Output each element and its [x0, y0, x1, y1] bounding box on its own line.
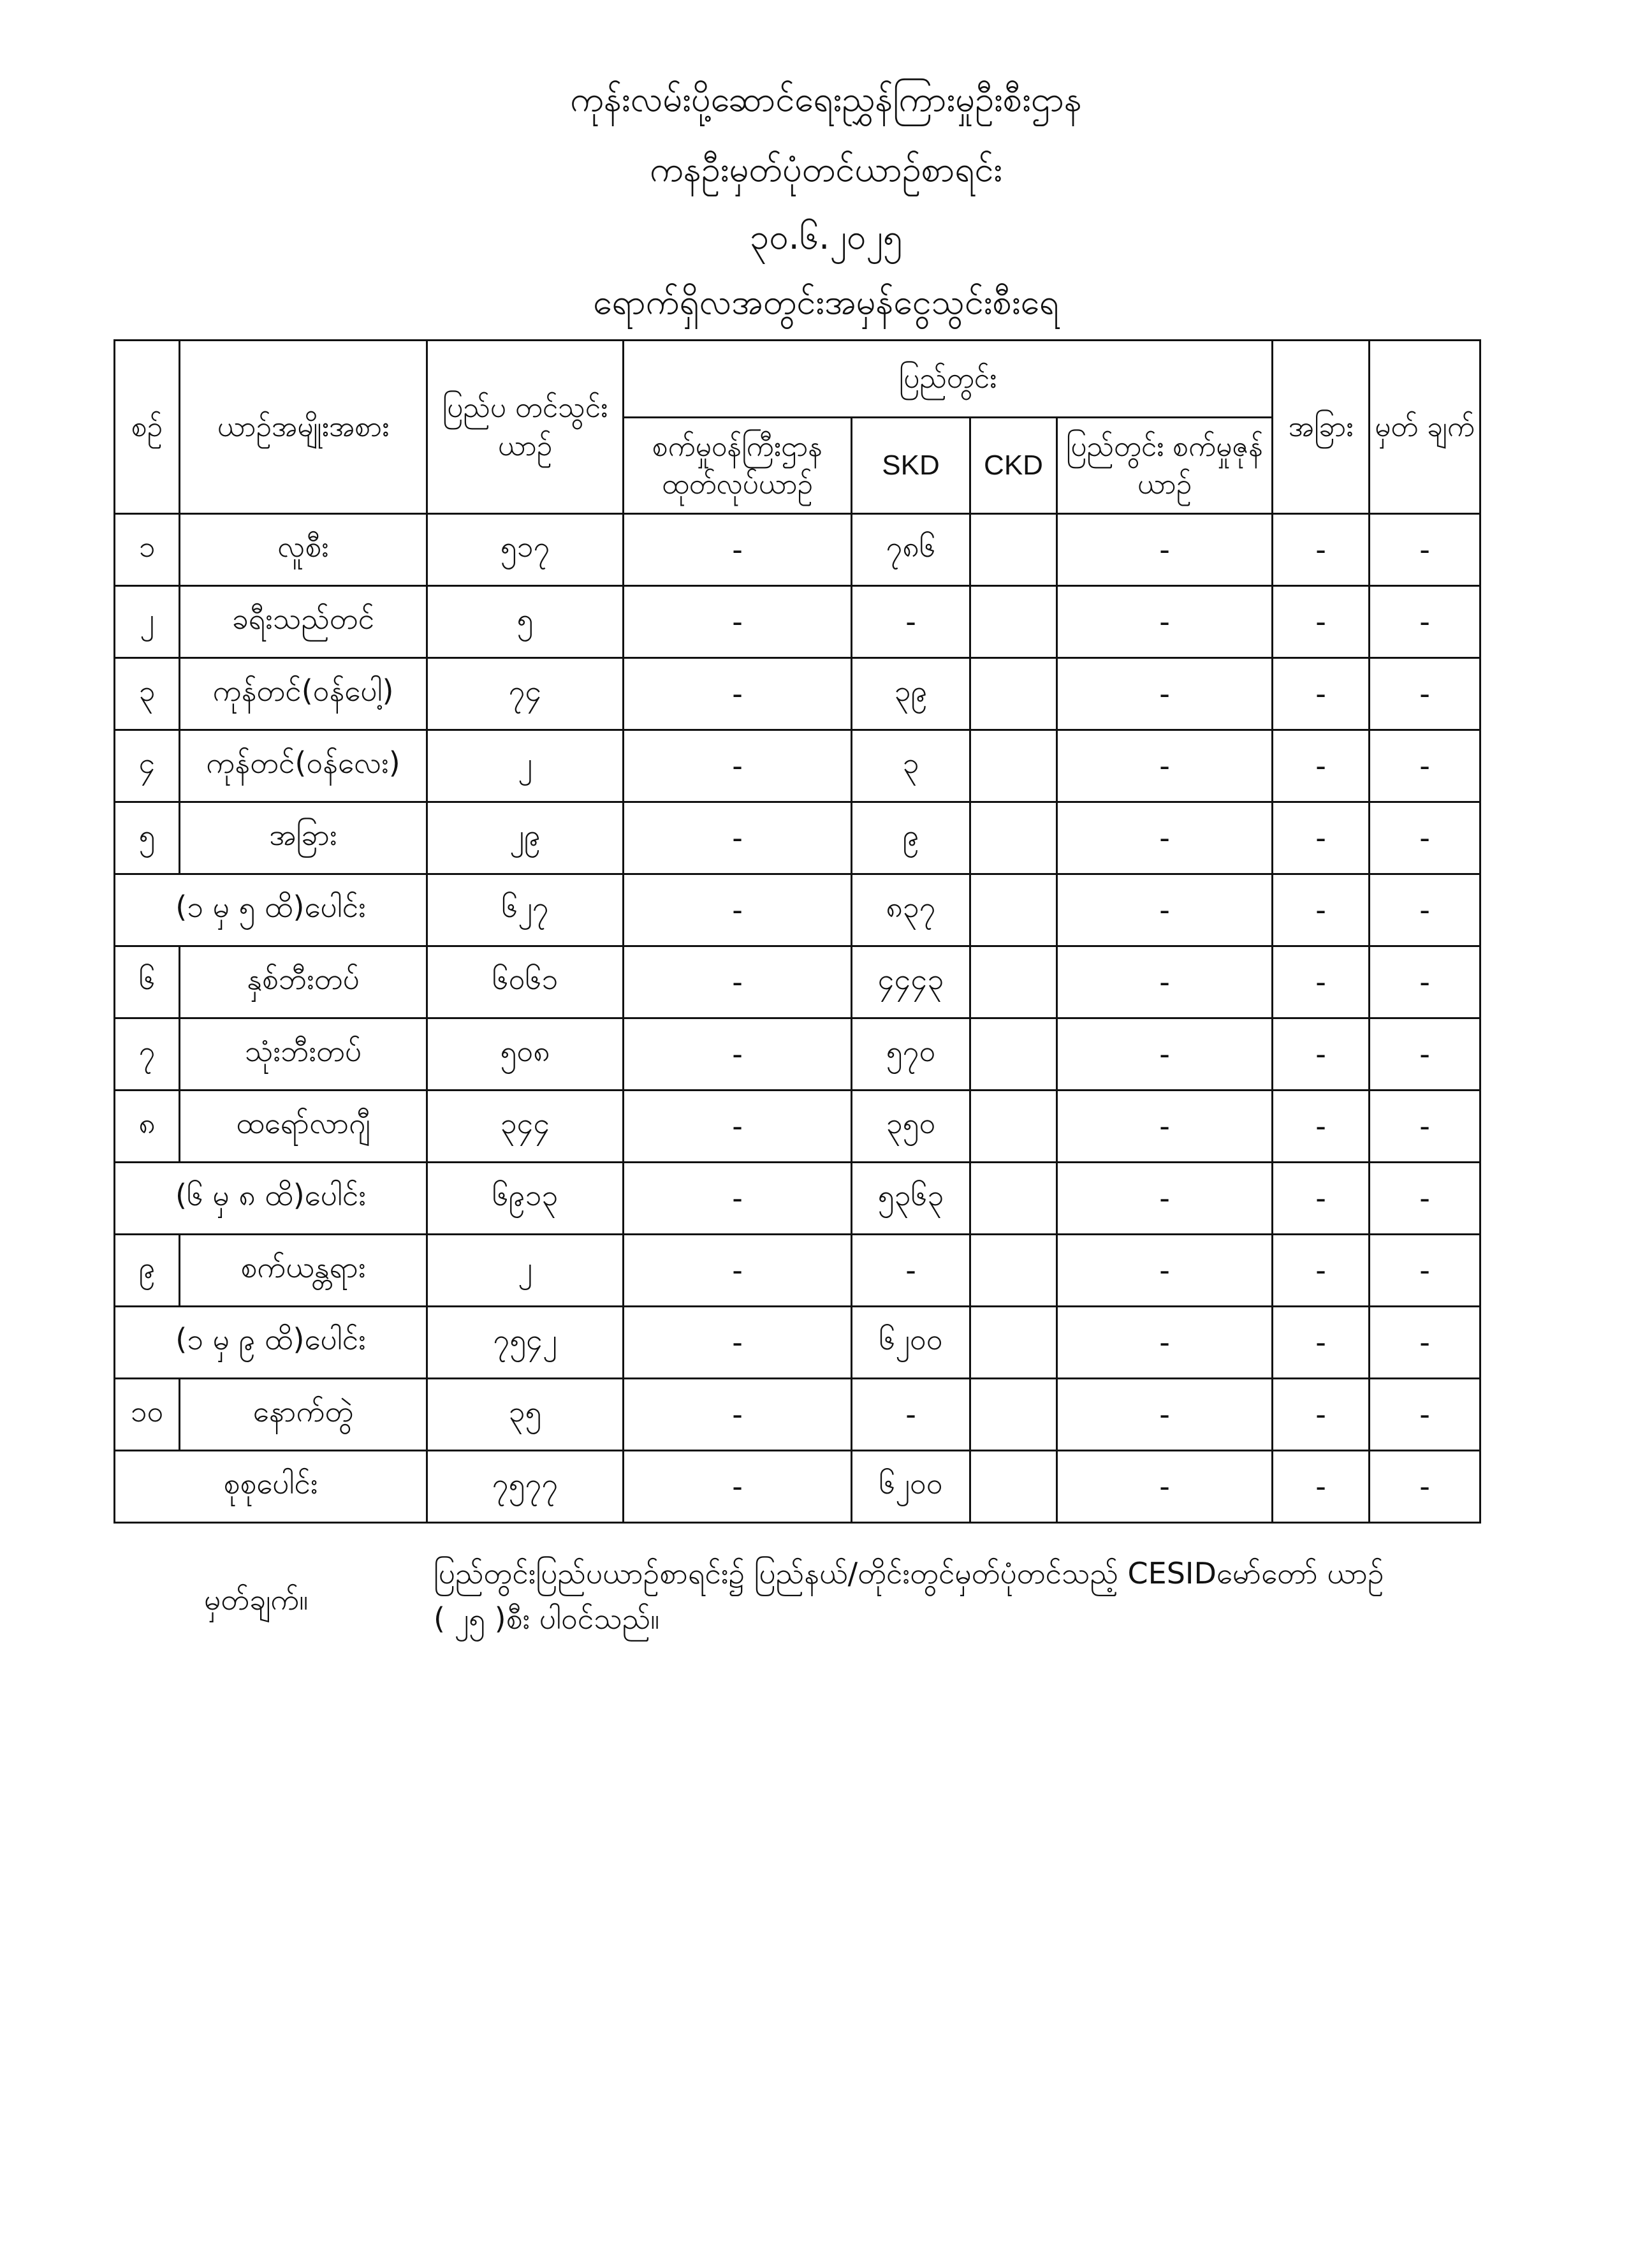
table-row — [115, 1235, 1480, 1307]
other-cell: - — [1273, 514, 1370, 586]
import-cell: ၃၅ — [427, 1379, 624, 1451]
remarks-cell: - — [1370, 586, 1480, 658]
document-subtitle: ရောက်ရှိလအတွင်းအမှန်ငွေသွင်းစီးရေ — [593, 282, 1059, 322]
table-row — [115, 802, 1480, 874]
subtotal-row — [115, 1163, 1480, 1235]
skd-cell: ၅၇၀ — [852, 1018, 970, 1091]
table-row — [115, 730, 1480, 802]
factory-cell: - — [624, 1379, 852, 1451]
subtotal-label: (၁ မှ ၉ ထိ)ပေါင်း — [115, 1307, 427, 1379]
remarks-cell: - — [1370, 1091, 1480, 1163]
header-remarks: မှတ် ချက် — [1370, 341, 1480, 514]
skd-cell: - — [852, 1235, 970, 1307]
row-number: ၅ — [115, 802, 180, 874]
ckd-cell — [970, 802, 1057, 874]
ckd-cell — [970, 1379, 1057, 1451]
zone-cell: - — [1057, 1018, 1273, 1091]
header-skd: SKD — [852, 418, 970, 514]
remarks-cell: - — [1370, 1235, 1480, 1307]
vehicle-type-cell: ခရီးသည်တင် — [180, 586, 427, 658]
other-cell: - — [1273, 946, 1370, 1018]
vehicle-type-cell: အခြား — [180, 802, 427, 874]
factory-cell: - — [624, 586, 852, 658]
vehicle-type-cell: သုံးဘီးတပ် — [180, 1018, 427, 1091]
skd-cell: ၈၃၇ — [852, 874, 970, 946]
factory-cell: - — [624, 802, 852, 874]
import-cell: ၂ — [427, 730, 624, 802]
skd-cell: ၃၅၀ — [852, 1091, 970, 1163]
remarks-cell: - — [1370, 1307, 1480, 1379]
remarks-cell: - — [1370, 1163, 1480, 1235]
vehicle-type-cell: လူစီး — [180, 514, 427, 586]
remarks-cell: - — [1370, 874, 1480, 946]
skd-cell: ၉ — [852, 802, 970, 874]
factory-cell: - — [624, 730, 852, 802]
skd-cell: - — [852, 1379, 970, 1451]
row-number: ၃ — [115, 658, 180, 730]
skd-cell: ၆၂၀၀ — [852, 1307, 970, 1379]
other-cell: - — [1273, 802, 1370, 874]
header-no: စဉ် — [115, 341, 180, 514]
zone-cell: - — [1057, 1091, 1273, 1163]
import-cell: ၅ — [427, 586, 624, 658]
total-factory-cell: - — [624, 1451, 852, 1523]
row-number: ၉ — [115, 1235, 180, 1307]
total-label: စုစုပေါင်း — [115, 1451, 427, 1523]
ckd-cell — [970, 514, 1057, 586]
remarks-cell: - — [1370, 802, 1480, 874]
ckd-cell — [970, 1163, 1057, 1235]
table-row — [115, 946, 1480, 1018]
vehicle-registration-table — [113, 339, 1481, 1524]
other-cell: - — [1273, 1307, 1370, 1379]
zone-cell: - — [1057, 802, 1273, 874]
zone-cell: - — [1057, 586, 1273, 658]
factory-cell: - — [624, 946, 852, 1018]
remarks-cell: - — [1370, 946, 1480, 1018]
header-other: အခြား — [1273, 341, 1370, 514]
ckd-cell — [970, 1018, 1057, 1091]
total-ckd-cell — [970, 1451, 1057, 1523]
subtotal-label: (၆ မှ ၈ ထိ)ပေါင်း — [115, 1163, 427, 1235]
skd-cell: ၇၈၆ — [852, 514, 970, 586]
table-row — [115, 658, 1480, 730]
table-body — [115, 514, 1480, 1523]
remarks-cell: - — [1370, 658, 1480, 730]
total-remarks-cell: - — [1370, 1451, 1480, 1523]
other-cell: - — [1273, 1379, 1370, 1451]
document-title: ကနဦးမှတ်ပုံတင်ယာဉ်စာရင်း — [649, 149, 1003, 189]
ckd-cell — [970, 730, 1057, 802]
subtotal-row — [115, 1307, 1480, 1379]
header-import: ပြည်ပ တင်သွင်းယာဉ် — [427, 341, 624, 514]
total-import-cell: ၇၅၇၇ — [427, 1451, 624, 1523]
vehicle-type-cell: နောက်တွဲ — [180, 1379, 427, 1451]
note-label: မှတ်ချက်။ — [204, 1582, 309, 1617]
document-date: ၃၀.၆.၂၀၂၅ — [749, 217, 903, 257]
other-cell: - — [1273, 1091, 1370, 1163]
total-other-cell: - — [1273, 1451, 1370, 1523]
ckd-cell — [970, 946, 1057, 1018]
zone-cell: - — [1057, 1163, 1273, 1235]
skd-cell: ၄၄၄၃ — [852, 946, 970, 1018]
note-line-2: ( ၂၅ )စီး ပါဝင်သည်။ — [434, 1601, 660, 1636]
import-cell: ၂၉ — [427, 802, 624, 874]
row-number: ၈ — [115, 1091, 180, 1163]
remarks-cell: - — [1370, 730, 1480, 802]
import-cell: ၂ — [427, 1235, 624, 1307]
note-text — [434, 1551, 1479, 1642]
import-cell: ၅၁၇ — [427, 514, 624, 586]
total-skd-cell: ၆၂၀၀ — [852, 1451, 970, 1523]
ckd-cell — [970, 658, 1057, 730]
table-row — [115, 1018, 1480, 1091]
row-number: ၇ — [115, 1018, 180, 1091]
factory-cell: - — [624, 1307, 852, 1379]
zone-cell: - — [1057, 730, 1273, 802]
ckd-cell — [970, 1307, 1057, 1379]
zone-cell: - — [1057, 1379, 1273, 1451]
vehicle-type-cell: ကုန်တင်(ဝန်ပေါ့) — [180, 658, 427, 730]
zone-cell: - — [1057, 946, 1273, 1018]
ckd-cell — [970, 874, 1057, 946]
import-cell: ၆၀၆၁ — [427, 946, 624, 1018]
header-domestic-industry: ပြည်တွင်း စက်မှုဇုန်ယာဉ် — [1057, 418, 1273, 514]
import-cell: ၆၂၇ — [427, 874, 624, 946]
remarks-cell: - — [1370, 1018, 1480, 1091]
factory-cell: - — [624, 1018, 852, 1091]
other-cell: - — [1273, 1163, 1370, 1235]
zone-cell: - — [1057, 514, 1273, 586]
remarks-cell: - — [1370, 1379, 1480, 1451]
table-row — [115, 514, 1480, 586]
total-row — [115, 1451, 1480, 1523]
zone-cell: - — [1057, 1235, 1273, 1307]
row-number: ၂ — [115, 586, 180, 658]
import-cell: ၆၉၁၃ — [427, 1163, 624, 1235]
import-cell: ၃၄၄ — [427, 1091, 624, 1163]
other-cell: - — [1273, 658, 1370, 730]
other-cell: - — [1273, 730, 1370, 802]
vehicle-type-cell: နှစ်ဘီးတပ် — [180, 946, 427, 1018]
header-ckd: CKD — [970, 418, 1057, 514]
header-factory-dept: စက်မှုဝန်ကြီးဌာန ထုတ်လုပ်ယာဉ် — [624, 418, 852, 514]
vehicle-type-cell: စက်ယန္တရား — [180, 1235, 427, 1307]
row-number: ၆ — [115, 946, 180, 1018]
zone-cell: - — [1057, 658, 1273, 730]
import-cell: ၅၀၈ — [427, 1018, 624, 1091]
remarks-cell: - — [1370, 514, 1480, 586]
row-number: ၁၀ — [115, 1379, 180, 1451]
factory-cell: - — [624, 1091, 852, 1163]
row-number: ၁ — [115, 514, 180, 586]
subtotal-label: (၁ မှ ၅ ထိ)ပေါင်း — [115, 874, 427, 946]
other-cell: - — [1273, 586, 1370, 658]
vehicle-type-cell: ကုန်တင်(ဝန်လေး) — [180, 730, 427, 802]
header-domestic: ပြည်တွင်း — [624, 341, 1273, 418]
header-vehicle-type: ယာဉ်အမျိုးအစား — [180, 341, 427, 514]
ckd-cell — [970, 1091, 1057, 1163]
department-title: ကုန်းလမ်းပို့ဆောင်ရေးညွှန်ကြားမှုဦးစီးဌာန — [570, 79, 1082, 119]
skd-cell: ၃ — [852, 730, 970, 802]
factory-cell: - — [624, 1163, 852, 1235]
table-row — [115, 1091, 1480, 1163]
import-cell: ၇၄ — [427, 658, 624, 730]
factory-cell: - — [624, 874, 852, 946]
row-number: ၄ — [115, 730, 180, 802]
table-row — [115, 1379, 1480, 1451]
other-cell: - — [1273, 874, 1370, 946]
ckd-cell — [970, 1235, 1057, 1307]
factory-cell: - — [624, 514, 852, 586]
zone-cell: - — [1057, 1307, 1273, 1379]
ckd-cell — [970, 586, 1057, 658]
skd-cell: - — [852, 586, 970, 658]
factory-cell: - — [624, 1235, 852, 1307]
total-zone-cell: - — [1057, 1451, 1273, 1523]
skd-cell: ၃၉ — [852, 658, 970, 730]
import-cell: ၇၅၄၂ — [427, 1307, 624, 1379]
subtotal-row — [115, 874, 1480, 946]
table-row — [115, 586, 1480, 658]
factory-cell: - — [624, 658, 852, 730]
other-cell: - — [1273, 1018, 1370, 1091]
other-cell: - — [1273, 1235, 1370, 1307]
skd-cell: ၅၃၆၃ — [852, 1163, 970, 1235]
note-line-1: ပြည်တွင်းပြည်ပယာဉ်စာရင်း၌ ပြည်နယ်/တိုင်းတွင်မှတ်ပုံတင်သည့် CESIDမော်တော် ယာဉ် — [434, 1556, 1384, 1590]
vehicle-type-cell: ထရော်လာဂျီ — [180, 1091, 427, 1163]
zone-cell: - — [1057, 874, 1273, 946]
